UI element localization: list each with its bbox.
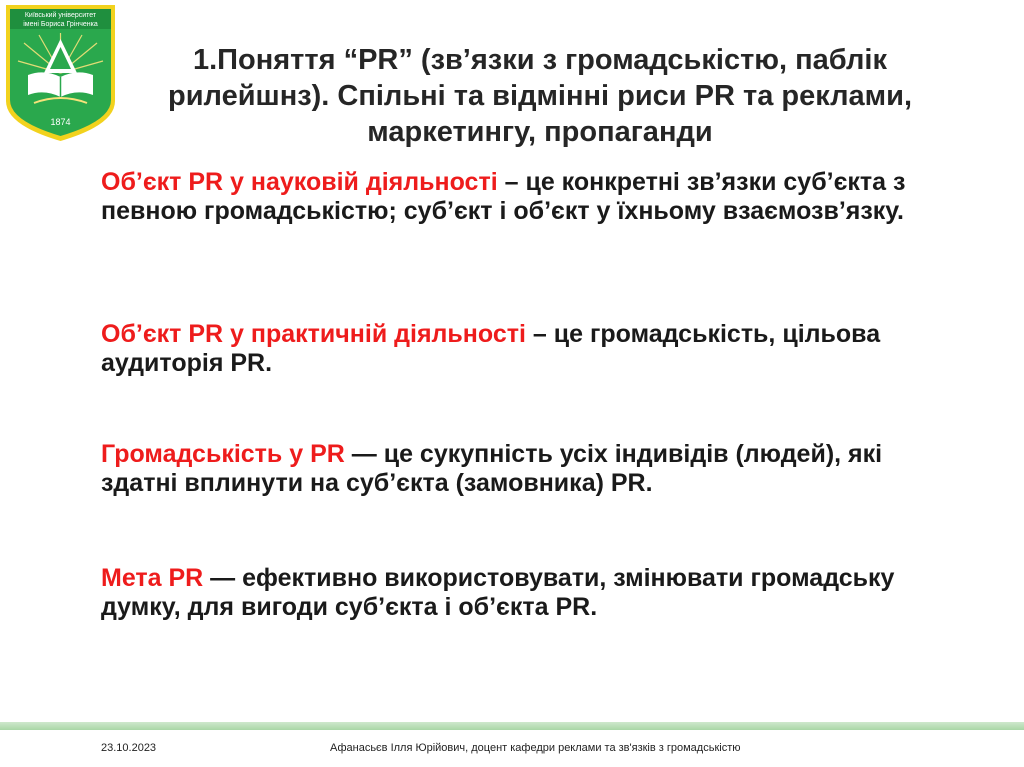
logo-year: 1874: [50, 117, 71, 127]
definition-goal: — ефективно використовувати, змінювати громадську думку, для вигоди суб’єкта і об’єкта PR.: [101, 564, 895, 621]
definition-object-practical: – це громадськість, цільова аудиторія PR.: [101, 320, 881, 377]
paragraph-object-practical: [101, 320, 921, 378]
slide-footer: [0, 722, 1024, 767]
slide-title: 1.Поняття “PR” (зв’язки з громадськістю, паблік рилейшнз). Спільні та відмінні риси PR та реклами, маркетингу, пропаганди: [167, 44, 913, 148]
definition-object-scientific: – це конкретні зв’язки суб’єкта з певною громадськістю; суб’єкт і об’єкт у їхньому взаємозв’язку.: [101, 168, 906, 225]
logo-text-line2: імені Бориса Грінченка: [23, 21, 98, 28]
footer-author: Афанасьєв Ілля Юрійович, доцент кафедри реклами та зв'язків з громадськістю: [330, 742, 741, 754]
university-logo: [4, 3, 117, 143]
logo-text-line1: Київський університет: [24, 12, 97, 19]
term-public: Громадськість у PR: [101, 440, 345, 468]
definition-public: — це сукупність усіх індивідів (людей), які здатні вплинути на суб’єкта (замовника) PR.: [101, 440, 883, 497]
paragraph-public: [101, 440, 921, 498]
shield-emblem-icon: [4, 3, 117, 143]
footer-date: 23.10.2023: [101, 742, 157, 754]
term-object-practical: Об’єкт PR у практичній діяльності: [101, 320, 526, 348]
footer-divider: [0, 722, 1024, 730]
term-object-scientific: Об’єкт PR у науковій діяльності: [101, 168, 498, 196]
paragraph-goal: [101, 564, 921, 622]
paragraph-object-scientific: [101, 168, 921, 226]
term-goal: Мета PR: [101, 564, 204, 592]
